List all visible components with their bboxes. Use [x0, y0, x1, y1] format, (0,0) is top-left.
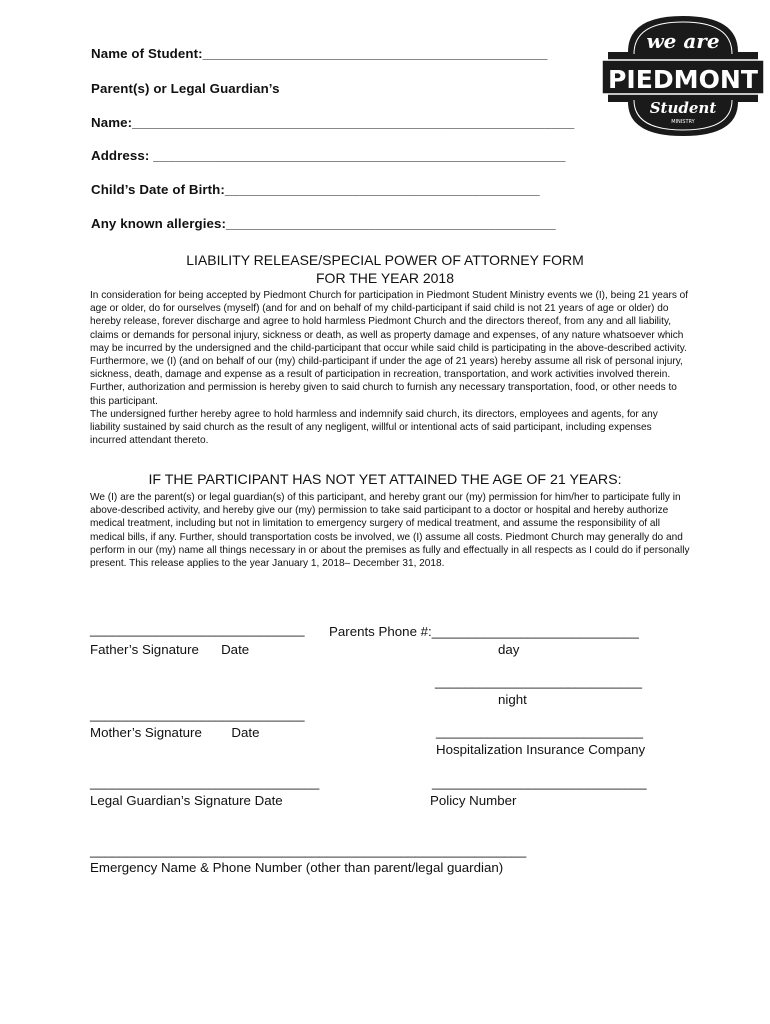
- parents-label: Parent(s) or Legal Guardian’s: [91, 81, 280, 96]
- emergency-contact-line[interactable]: ___________________________________________________________: [90, 843, 527, 858]
- guardian-signature-line[interactable]: _______________________________: [90, 775, 320, 790]
- release-text: [90, 289, 690, 447]
- logo-top-text: we are: [646, 29, 720, 53]
- policy-line[interactable]: _____________________________: [432, 775, 647, 790]
- logo-bottom-text: Student: [649, 99, 717, 117]
- policy-label: Policy Number: [430, 793, 517, 808]
- day-label: day: [498, 642, 520, 657]
- mother-signature-label: Mother’s Signature Date: [90, 725, 260, 740]
- form-title: LIABILITY RELEASE/SPECIAL POWER OF ATTORNEY FORM: [186, 252, 584, 268]
- address-field[interactable]: Address: _______________________________________________________: [91, 148, 566, 163]
- insurance-line[interactable]: ____________________________: [436, 724, 644, 739]
- release-paragraph: In consideration for being accepted by Piedmont Church for participation in Piedmont Student Ministry events we (I), being 21 years of age or older, do for ourselves (myself) (and for and on behalf of my child-participant if said child is not 21 years of age or older) do hereby release, forever discharge and agree to hold harmless Piedmont Church and the directors thereof, from any and all liability, claims or demands for personal injury, sickness or death, as well as property damage and expenses, of any nature whatsoever which may be incurred by the undersigned and the child-participant that occur while said child is participating in the above-described activity. Furthermore, we (I) (and on behalf of our (my) child-participant if under the age of 21 years) hereby assume all risk of personal injury, sickness, death, damage and expense as a result of participation in recreation, transportation, and work activities involved therein. Further, authorization and permission is hereby given to said church to furnish any necessary transportation, food, or other needs to this participant.: [90, 290, 689, 407]
- minor-text: [90, 491, 690, 570]
- parents-phone-field[interactable]: Parents Phone #:____________________________: [329, 624, 639, 639]
- father-signature-label: Father’s Signature Date: [90, 642, 250, 657]
- mother-signature-line[interactable]: _____________________________: [90, 707, 305, 722]
- guardian-name-field[interactable]: Name:___________________________________________________________: [91, 115, 575, 130]
- minor-paragraph: We (I) are the parent(s) or legal guardian(s) of this participant, and hereby grant our (my) permission for him/her to participate fully in above-described activity, and hereby give our (my) permission to take said participant to a doctor or hospital and hereby authorize medical treatment, including but not in limitation to emergency surgery of medical treatment, and assume the responsibility of all medical bills, if any. Further, should transportation costs be involved, we (I) assume all costs. Piedmont Church may generally do and perform in our (my) name all things necessary in or about the premises as fully and effectually in all respects as I could do if personally present. This release applies to the year January 1, 2018– December 31, 2018.: [90, 492, 690, 570]
- indemnify-paragraph: The undersigned further hereby agree to hold harmless and indemnify said church, its directors, employees and agents, for any liability sustained by said church as the result of any negligent, willful or intentional acts of said participant, including expenses incurred attendant thereto.: [90, 408, 658, 447]
- night-phone-line[interactable]: ____________________________: [435, 674, 643, 689]
- piedmont-logo: [598, 12, 768, 140]
- logo-tiny-text: MINISTRY: [671, 119, 695, 125]
- emergency-contact-label: Emergency Name & Phone Number (other than parent/legal guardian): [90, 860, 504, 875]
- allergies-field[interactable]: Any known allergies:____________________________________________: [91, 216, 556, 231]
- form-year: FOR THE YEAR 2018: [316, 270, 454, 286]
- minor-heading: IF THE PARTICIPANT HAS NOT YET ATTAINED THE AGE OF 21 YEARS:: [148, 472, 622, 488]
- insurance-label: Hospitalization Insurance Company: [436, 742, 646, 757]
- night-label: night: [498, 692, 527, 707]
- piedmont-logo-graphic: [598, 12, 768, 140]
- father-signature-line[interactable]: _____________________________: [90, 622, 305, 637]
- student-name-field[interactable]: Name of Student:______________________________________________: [91, 46, 548, 61]
- logo-name: PIEDMONT: [608, 65, 758, 94]
- guardian-signature-label: Legal Guardian’s Signature Date: [90, 793, 283, 808]
- date-of-birth-field[interactable]: Child’s Date of Birth:__________________________________________: [91, 182, 540, 197]
